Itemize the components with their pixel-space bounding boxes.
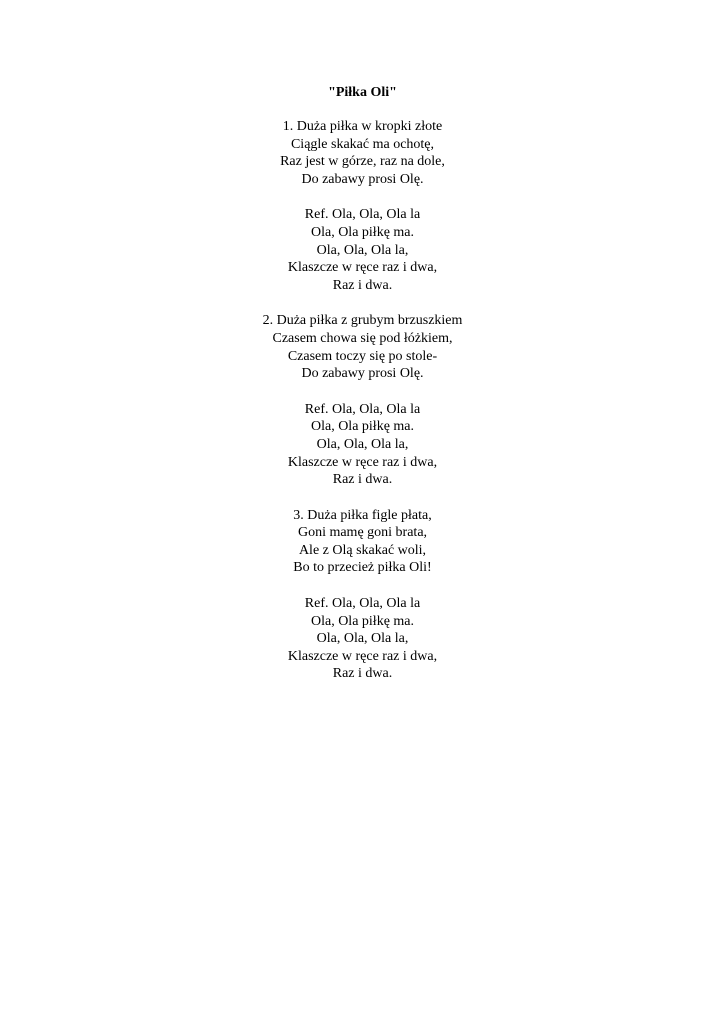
refrain-line: Ref. Ola, Ola, Ola la xyxy=(304,207,421,223)
refrain-line: Ola, Ola piłkę ma. xyxy=(310,224,415,240)
refrain-line: Klaszcze w ręce raz i dwa, xyxy=(287,648,438,664)
verse-line: Ciągle skakać ma ochotę, xyxy=(290,136,435,152)
refrain-line: Ola, Ola, Ola la, xyxy=(316,242,409,258)
verse-line: Ale z Olą skakać woli, xyxy=(298,542,427,558)
refrain-2 xyxy=(0,401,725,489)
song-title: "Piłka Oli" xyxy=(328,85,397,100)
verse-line: Czasem toczy się po stole- xyxy=(287,348,438,364)
song-page xyxy=(0,84,725,701)
refrain-line: Ref. Ola, Ola, Ola la xyxy=(304,596,421,612)
refrain-line: Ola, Ola, Ola la, xyxy=(316,436,409,452)
refrain-line: Klaszcze w ręce raz i dwa, xyxy=(287,454,438,470)
refrain-line: Raz i dwa. xyxy=(332,666,393,682)
verse-line: Bo to przecież piłka Oli! xyxy=(293,560,432,576)
verse-1 xyxy=(0,118,725,188)
refrain-line: Ola, Ola piłkę ma. xyxy=(310,419,415,435)
refrain-line: Raz i dwa. xyxy=(332,277,393,293)
verse-2 xyxy=(0,312,725,382)
refrain-3 xyxy=(0,595,725,683)
refrain-line: Ref. Ola, Ola, Ola la xyxy=(304,401,421,417)
refrain-line: Klaszcze w ręce raz i dwa, xyxy=(287,260,438,276)
verse-line: 1. Duża piłka w kropki złote xyxy=(282,119,443,134)
refrain-line: Raz i dwa. xyxy=(332,472,393,488)
verse-line: Czasem chowa się pod łóżkiem, xyxy=(272,330,453,346)
verse-line: Raz jest w górze, raz na dole, xyxy=(280,154,445,170)
verse-3 xyxy=(0,507,725,577)
verse-line: Do zabawy prosi Olę. xyxy=(301,366,424,382)
verse-line: Do zabawy prosi Olę. xyxy=(301,171,424,187)
verse-line: 3. Duża piłka figle płata, xyxy=(293,507,432,523)
verse-line: Goni mamę goni brata, xyxy=(297,525,428,541)
verse-line: 2. Duża piłka z grubym brzuszkiem xyxy=(262,313,463,329)
refrain-line: Ola, Ola piłkę ma. xyxy=(310,613,415,629)
refrain-1 xyxy=(0,206,725,294)
refrain-line: Ola, Ola, Ola la, xyxy=(316,631,409,647)
